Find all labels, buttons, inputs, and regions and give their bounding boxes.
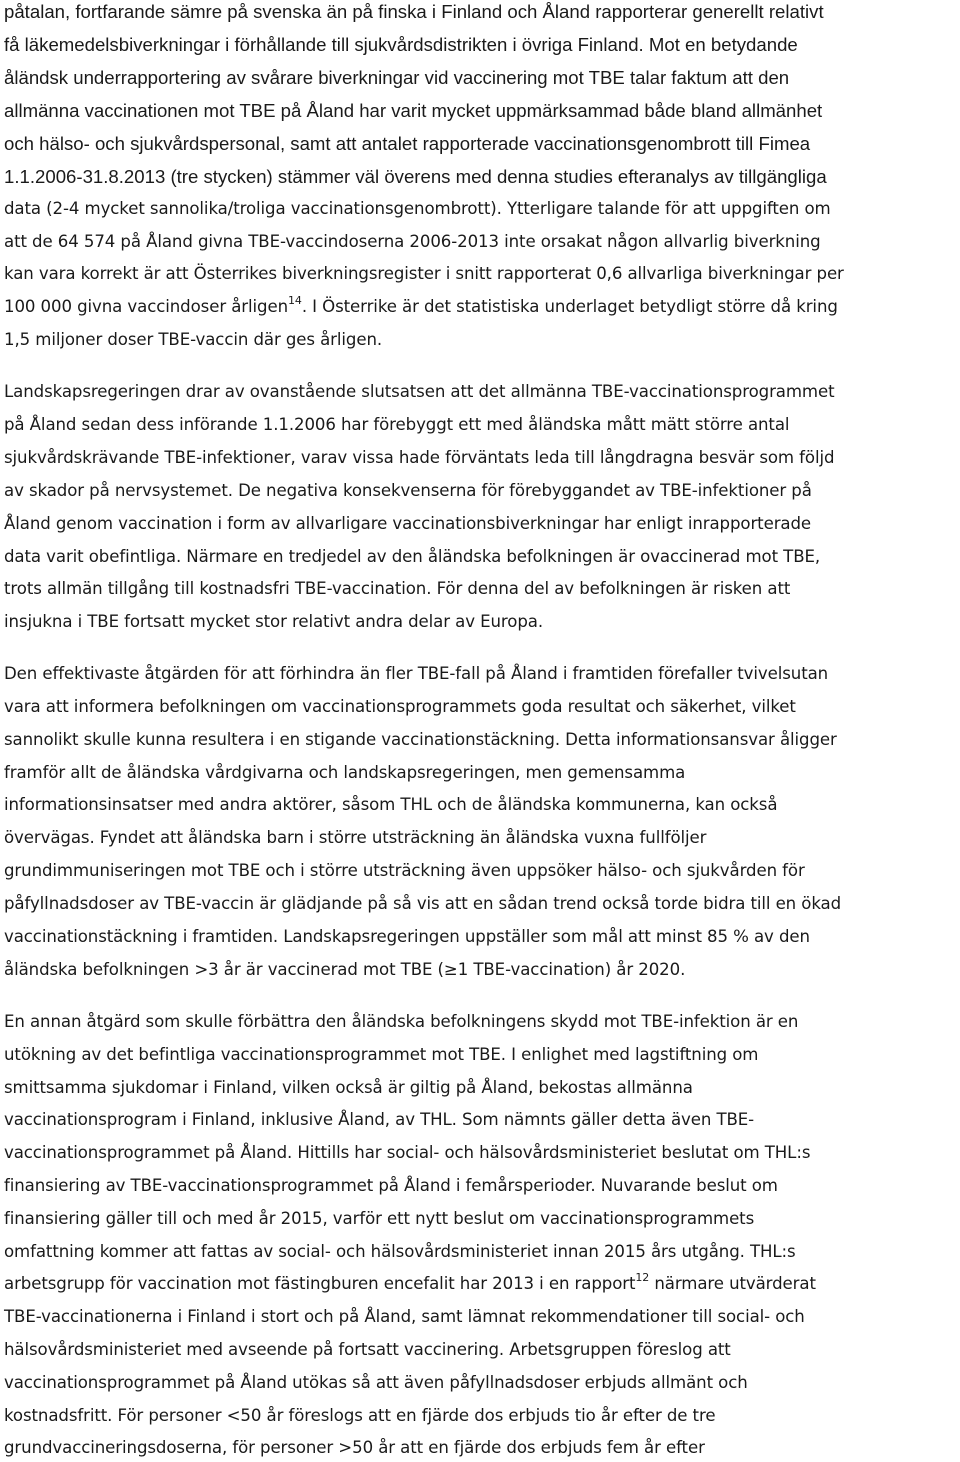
text-line: utökning av det befintliga vaccinationsprogrammet mot TBE. I enlighet med lagstiftning om xyxy=(4,1045,759,1064)
text-segment: arbetsgrupp för vaccination mot fästingburen encefalit har 2013 i en rapport xyxy=(4,1274,636,1293)
text-line: grundvaccineringsdoserna, för personer >50 år att en fjärde dos erbjuds fem år efter xyxy=(4,1438,705,1457)
text-line: hälsovårdsministeriet med avseende på fortsatt vaccinering. Arbetsgruppen föreslog att xyxy=(4,1340,731,1359)
text-line: trots allmän tillgång till kostnadsfri TBE-vaccination. För denna del av befolkningen är risken att xyxy=(4,579,791,598)
text-line: påtalan, fortfarande sämre på svenska än på finska i Finland och Åland rapporterar generellt relativt xyxy=(4,1,824,22)
text-segment: . I Österrike är det statistiska underlaget betydligt större då kring xyxy=(301,297,838,316)
text-line: vaccinationstäckning i framtiden. Landskapsregeringen uppställer som mål att minst 85 % av den xyxy=(4,927,810,946)
text-line: sjukvårdskrävande TBE-infektioner, varav vissa hade förväntats leda till långdragna besvär som följd xyxy=(4,448,835,467)
text-segment: 100 000 givna vaccindoser årligen xyxy=(4,297,288,316)
text-line: påfyllnadsdoser av TBE-vaccin är glädjande på så vis att en sådan trend också torde bidra till en ökad xyxy=(4,894,842,913)
text-line: En annan åtgärd som skulle förbättra den åländska befolkningens skydd mot TBE-infektion är en xyxy=(4,1012,799,1031)
text-line: på Åland sedan dess införande 1.1.2006 har förebyggt ett med åländska mått mätt större antal xyxy=(4,415,790,434)
text-line: informationsinsatser med andra aktörer, såsom THL och de åländska kommunerna, kan också xyxy=(4,795,778,814)
text-line: av skador på nervsystemet. De negativa konsekvenserna för förebyggandet av TBE-infektioner på xyxy=(4,481,812,500)
text-line: insjukna i TBE fortsatt mycket stor relativt andra delar av Europa. xyxy=(4,612,543,631)
text-line: data varit obefintliga. Närmare en tredjedel av den åländska befolkningen är ovaccinerad mot TBE, xyxy=(4,547,821,566)
text-line: Åland genom vaccination i form av allvarligare vaccinationsbiverkningar har enligt inrapporterade xyxy=(4,514,812,533)
footnote-reference: 12 xyxy=(635,1271,650,1284)
text-line: data (2-4 mycket sannolika/troliga vaccinationsgenombrott). Ytterligare talande för att uppgiften om xyxy=(4,199,831,218)
text-line: finansiering gäller till och med år 2015, varför ett nytt beslut om vaccinationsprogrammets xyxy=(4,1209,755,1228)
text-line: omfattning kommer att fattas av social- och hälsovårdsministeriet innan 2015 års utgång. THL:s xyxy=(4,1242,796,1261)
text-line: att de 64 574 på Åland givna TBE-vaccindoserna 2006-2013 inte orsakat någon allvarlig biverkning xyxy=(4,232,821,251)
text-line: framför allt de åländska vårdgivarna och landskapsregeringen, men gemensamma xyxy=(4,763,686,782)
text-line: vaccinationsprogram i Finland, inklusive Åland, av THL. Som nämnts gäller detta även TBE- xyxy=(4,1110,755,1129)
text-line: Landskapsregeringen drar av ovanstående slutsatsen att det allmänna TBE-vaccinationsprogrammet xyxy=(4,382,835,401)
text-line: åländska befolkningen >3 år är vaccinerad mot TBE (≥1 TBE-vaccination) år 2020. xyxy=(4,960,686,979)
text-line: smittsamma sjukdomar i Finland, vilken också är giltig på Åland, bekostas allmänna xyxy=(4,1078,693,1097)
text-line: övervägas. Fyndet att åländska barn i större utsträckning än åländska vuxna fullföljer xyxy=(4,828,707,847)
text-line-with-reference xyxy=(4,1271,816,1293)
text-line: vaccinationsprogrammet på Åland. Hittills har social- och hälsovårdsministeriet beslutat om THL:s xyxy=(4,1143,811,1162)
text-line: finansiering av TBE-vaccinationsprogrammet på Åland i femårsperioder. Nuvarande beslut om xyxy=(4,1176,778,1195)
text-line: Den effektivaste åtgärden för att förhindra än fler TBE-fall på Åland i framtiden förefaller tvivelsutan xyxy=(4,664,829,683)
text-line: kostnadsfritt. För personer <50 år föreslogs att en fjärde dos erbjuds tio år efter de tre xyxy=(4,1406,716,1425)
text-line: sannolikt skulle kunna resultera i en stigande vaccinationstäckning. Detta informationsansvar åligger xyxy=(4,730,837,749)
text-line: vaccinationsprogrammet på Åland utökas så att även påfyllnadsdoser erbjuds allmänt och xyxy=(4,1373,748,1392)
text-line: grundimmuniseringen mot TBE och i större utsträckning även uppsöker hälso- och sjukvården för xyxy=(4,861,805,880)
text-line: 1,5 miljoner doser TBE-vaccin där ges årligen. xyxy=(4,330,383,349)
text-line: kan vara korrekt är att Österrikes biverkningsregister i snitt rapporterat 0,6 allvarliga biverkningar per xyxy=(4,264,844,283)
text-line: och hälso- och sjukvårdspersonal, samt att antalet rapporterade vaccinationsgenombrott till Fimea xyxy=(4,133,811,154)
text-segment: närmare utvärderat xyxy=(649,1274,816,1293)
text-line: allmänna vaccinationen mot TBE på Åland har varit mycket uppmärksammad både bland allmänhet xyxy=(4,100,823,121)
footnote-reference: 14 xyxy=(288,294,302,307)
text-line: vara att informera befolkningen om vaccinationsprogrammets goda resultat och säkerhet, vilket xyxy=(4,697,796,716)
text-line: 1.1.2006-31.8.2013 (tre stycken) stämmer väl överens med denna studies efteranalys av tillgängliga xyxy=(4,166,827,187)
text-line: TBE-vaccinationerna i Finland i stort och på Åland, samt lämnat rekommendationer till social- och xyxy=(4,1307,805,1326)
text-line: åländsk underrapportering av svårare biverkningar vid vaccinering mot TBE talar faktum att den xyxy=(4,67,790,88)
text-line: få läkemedelsbiverkningar i förhållande till sjukvårdsdistrikten i övriga Finland. Mot en betydande xyxy=(4,34,798,55)
text-line-with-reference xyxy=(4,294,838,316)
